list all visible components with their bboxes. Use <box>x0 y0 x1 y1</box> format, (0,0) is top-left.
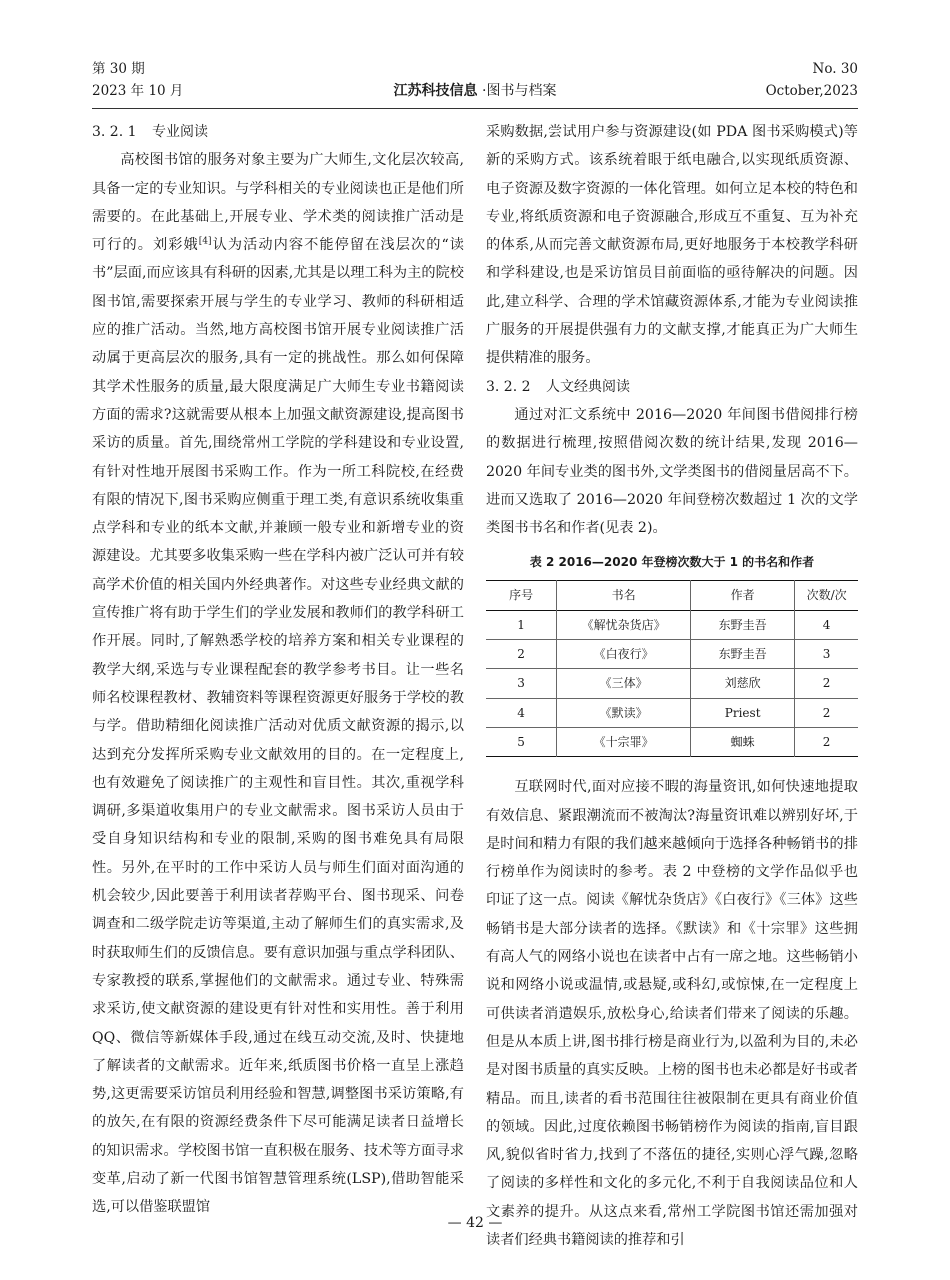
citation-ref: [4] <box>198 236 212 247</box>
table-header-row <box>486 581 858 610</box>
section-heading-3-2-2 <box>486 373 858 401</box>
section-number: 3. 2. 1 <box>92 124 137 140</box>
paragraph-continued: 采购数据,尝试用户参与资源建设(如 PDA 图书采购模式)等新的采购方式。该系统着眼于纸电融合,以实现纸质资源、电子资源及数字资源的一体化管理。如何立足本校的特色和专业,将纸质资源和电子资源融合,形成互不重复、互为补充的体系,从而完善文献资源布局,更好地服务于本校教学科研和学科建设,也是采访馆员目前面临的亟待解决的问题。因此,建立科学、合理的学术馆藏资源体系,才能为专业阅读推广服务的开展提供强有力的文献支撑,才能真正为广大师生提供精准的服务。 <box>486 124 858 367</box>
table-cell: 东野圭吾 <box>691 640 795 669</box>
table-cell: 2 <box>517 647 525 662</box>
table-cell: 1 <box>517 617 525 632</box>
issue-cn: 第 30 期 <box>92 61 145 77</box>
table-cell: 2 <box>795 698 858 727</box>
date-en: October,2023 <box>765 83 858 99</box>
table-cell: 《白夜行》 <box>557 640 691 669</box>
table-cell: 5 <box>517 734 525 749</box>
table-cell: 刘慈欣 <box>691 669 795 698</box>
section-number: 3. 2. 2 <box>486 378 531 395</box>
date-cn: 2023 年 10 月 <box>92 83 184 99</box>
issue-en: No. 30 <box>812 61 858 77</box>
table-cell: 《默读》 <box>557 698 691 727</box>
table-row <box>486 669 858 698</box>
paragraph <box>92 146 464 1221</box>
table-cell: Priest <box>691 698 795 727</box>
right-column <box>486 118 858 1254</box>
column-header: 作者 <box>691 581 795 610</box>
table-row <box>486 698 858 727</box>
section-title: 专业阅读 <box>152 124 208 140</box>
data-table <box>486 580 858 757</box>
table-cell: 3 <box>795 640 858 669</box>
table-cell: 2 <box>795 727 858 756</box>
table-cell: 《三体》 <box>557 669 691 698</box>
journal-title: 江苏科技信息 <box>393 83 478 99</box>
table-cell: 东野圭吾 <box>691 610 795 639</box>
table-row <box>486 640 858 669</box>
page-number: — 42 — <box>447 1215 503 1231</box>
table-cell: 蜘蛛 <box>691 727 795 756</box>
paragraph-text-cont: 认为活动内容不能停留在浅层次的“读书”层面,而应该具有科研的因素,尤其是以理工科为主的院校图书馆,需要探索开展与学生的专业学习、教师的科研相适应的推广活动。当然,地方高校图书馆开展专业阅读推广活动属于更高层次的服务,具有一定的挑战性。那么如何保障其学术性服务的质量,最大限度满足广大师生专业书籍阅读方面的需求?这就需要从根本上加强文献资源建设,提高图书采访的质量。首先,围绕常州工学院的学科建设和专业设置,有针对性地开展图书采购工作。作为一所工科院校,在经费有限的情况下,图书采购应侧重于理工类,有意识系统收集重点学科和专业的纸本文献,并兼顾一般专业和新增专业的资源建设。尤其要多收集采购一些在学科内被广泛认可并有较高学术价值的相关国内外经典著作。对这些专业经典文献的宣传推广将有助于学生们的学业发展和教师们的教学科研工作开展。同时,了解熟悉学校的培养方案和相关专业课程的教学大纲,采选与专业课程配套的教学参考书目。让一些名师名校课程教材、教辅资料等课程资源更好服务于学校的教与学。借助精细化阅读推广活动对优质文献资源的揭示,以达到充分发挥所采购专业文献效用的目的。在一定程度上,也有效避免了阅读推广的主观性和盲目性。其次,重视学科调研,多渠道收集用户的专业文献需求。图书采访人员由于受自身知识结构和专业的限制,采购的图书难免具有局限性。另外,在平时的工作中采访人员与师生们面对面沟通的机会较少,因此要善于利用读者荐购平台、图书现采、问卷调查和二级学院走访等渠道,主动了解师生们的真实需求,及时获取师生们的反馈信息。要有意识加强与重点学科团队、专家教授的联系,掌握他们的文献需求。通过专业、特殊需求采访,使文献资源的建设更有针对性和实用性。善于利用 QQ、微信等新媒体手段,通过在线互动交流,及时、快捷地了解读者的文献需求。近年来,纸质图书价格一直呈上涨趋势,这更需要采访馆员利用经验和智慧,调整图书采访策略,有的放矢,在有限的资源经费条件下尽可能满足读者日益增长的知识需求。学校图书馆一直积极在服务、技术等方面寻求变革,启动了新一代图书馆智慧管理系统(LSP),借助智能采选,可以借鉴联盟馆 <box>92 237 464 1216</box>
table-cell: 2 <box>795 669 858 698</box>
table-cell: 《解忧杂货店》 <box>557 610 691 639</box>
table-cell: 4 <box>795 610 858 639</box>
table-spacer <box>486 757 858 773</box>
table-row <box>486 610 858 639</box>
paragraph: 通过对汇文系统中 2016—2020 年间图书借阅排行榜的数据进行梳理,按照借阅次数的统计结果,发现 2016—2020 年间专业类的图书外,文学类图书的借阅量居高不下。进而又选取了 2016—2020 年间登榜次数超过 1 次的文学类图书书名和作者(见表 2)。 <box>486 406 858 537</box>
paragraph: 互联网时代,面对应接不暇的海量资讯,如何快速地提取有效信息、紧跟潮流而不被淘汰?海量资讯难以辨别好坏,于是时间和精力有限的我们越来越倾向于选择各种畅销书的排行榜单作为阅读时的参考。表 2 中登榜的文学作品似乎也印证了这一点。阅读《解忧杂货店》《白夜行》《三体》这些畅销书是大部分读者的选择。《默读》和《十宗罪》这些拥有高人气的网络小说也在读者中占有一席之地。这些畅销小说和网络小说或温情,或悬疑,或科幻,或惊悚,在一定程度上可供读者消遣娱乐,放松身心,给读者们带来了阅读的乐趣。但是从本质上讲,图书排行榜是商业行为,以盈利为目的,未必是对图书质量的真实反映。上榜的图书也未必都是好书或者精品。而且,读者的看书范围往往被限制在更具有商业价值的领域。因此,过度依赖图书畅销榜作为阅读的指南,盲目跟风,貌似省时省力,找到了不落伍的捷径,实则心浮气躁,忽略了阅读的多样性和文化的多元化,不利于自我阅读品位和人文素养的提升。从这点来看,常州工学院图书馆还需加强对读者们经典书籍阅读的推荐和引 <box>486 779 858 1248</box>
table-cell: 4 <box>517 705 525 720</box>
column-header: 序号 <box>509 588 534 603</box>
section-heading-3-2-1 <box>92 118 464 146</box>
header-right <box>766 58 858 102</box>
column-header: 书名 <box>557 581 691 610</box>
table-cell: 3 <box>517 676 525 691</box>
header-rule <box>92 108 858 109</box>
table-row <box>486 727 858 756</box>
table-caption: 表 2 2016—2020 年登榜次数大于 1 的书名和作者 <box>529 555 815 570</box>
section-title: 人文经典阅读 <box>546 378 630 395</box>
table-cell: 《十宗罪》 <box>557 727 691 756</box>
paragraph-text: 高校图书馆的服务对象主要为广大师生,文化层次较高,具备一定的专业知识。与学科相关的专业阅读也正是他们所需要的。在此基础上,开展专业、学术类的阅读推广活动是可行的。刘彩娥 <box>92 152 464 254</box>
left-column <box>92 118 464 1222</box>
journal-section: ·图书与档案 <box>482 83 557 99</box>
column-header: 次数/次 <box>795 581 858 610</box>
